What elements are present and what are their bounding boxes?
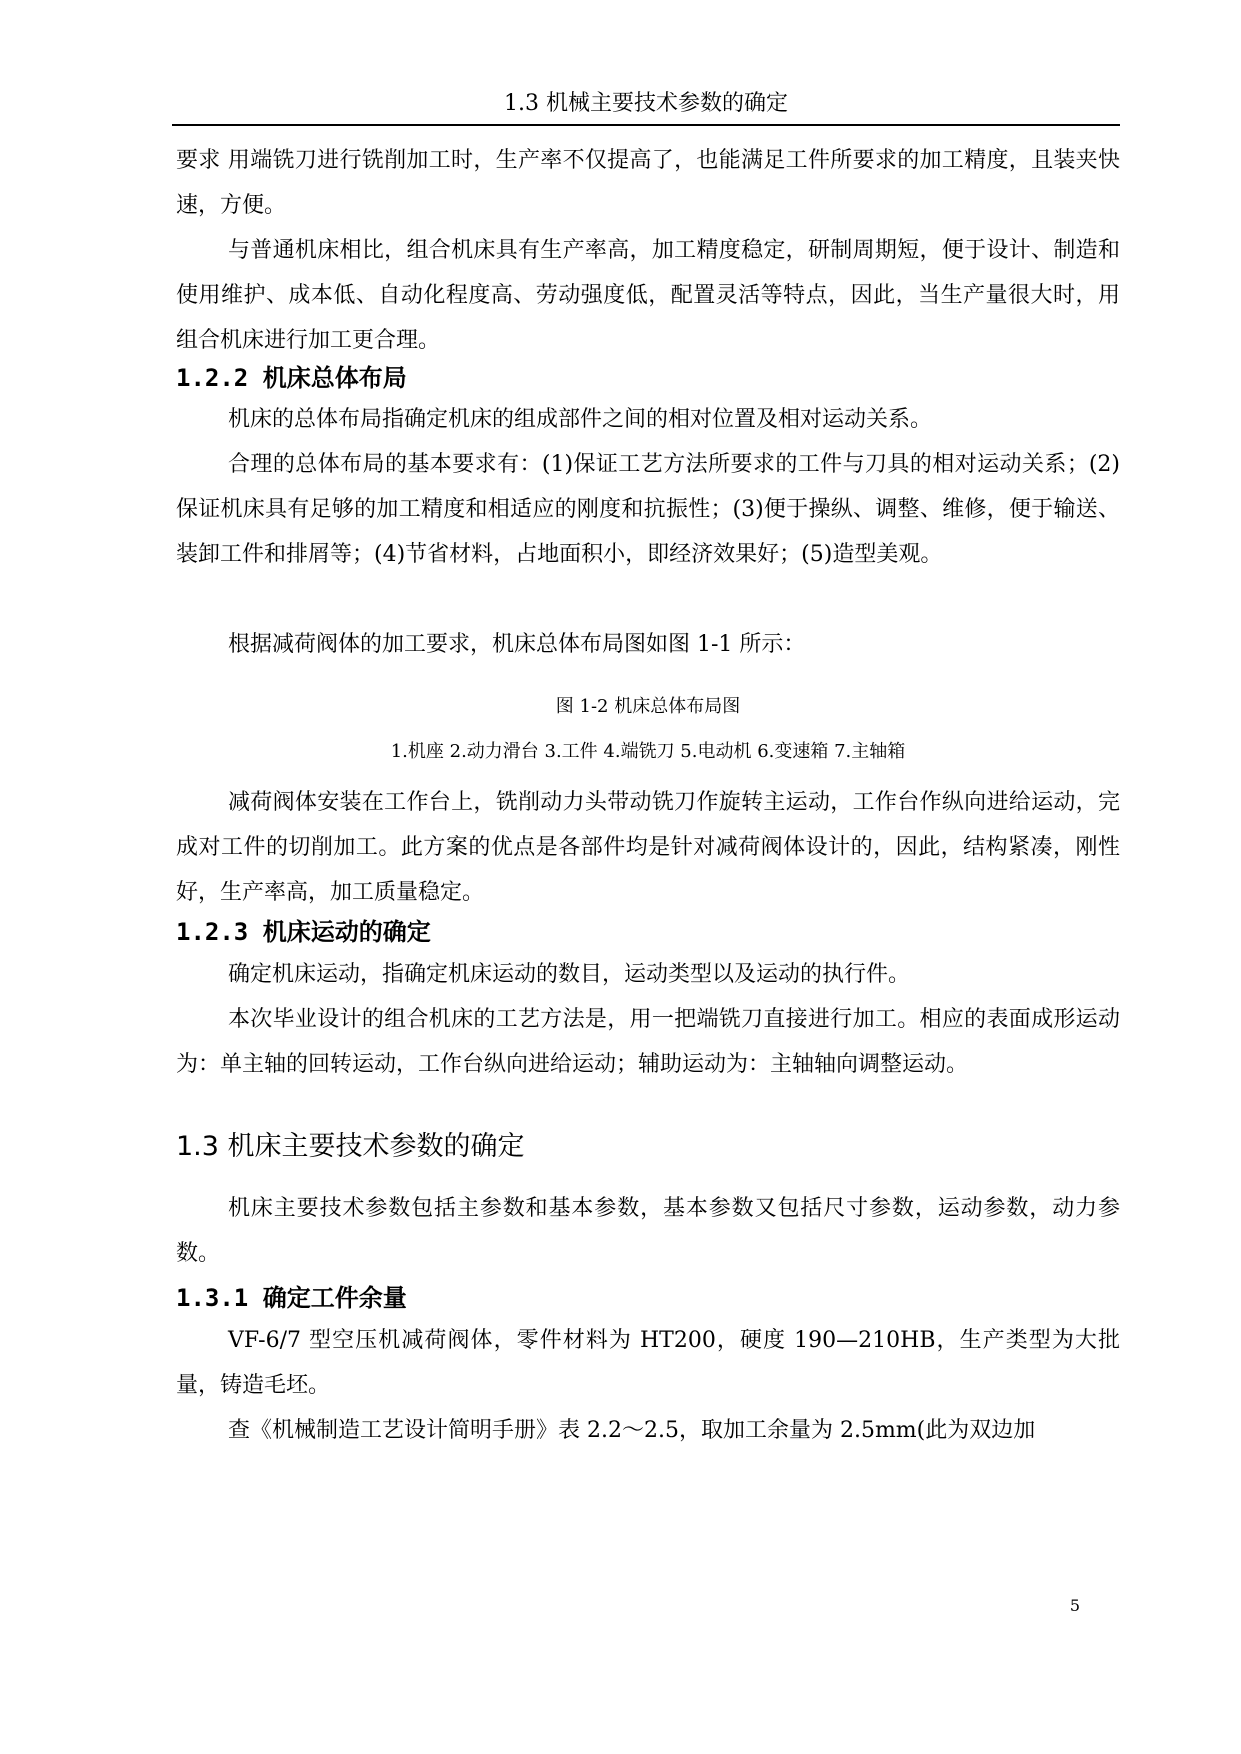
- paragraph-parameters: 机床主要技术参数包括主参数和基本参数，基本参数又包括尺寸参数，运动参数，动力参数。: [176, 1196, 1120, 1266]
- page-header: 1.3 机械主要技术参数的确定: [172, 84, 1120, 126]
- section-heading-1-2-2: 1.2.2 机床总体布局: [176, 364, 407, 392]
- section-heading-1-3-1: 1.3.1 确定工件余量: [176, 1284, 407, 1312]
- section-heading-1-2-3: 1.2.3 机床运动的确定: [176, 918, 431, 946]
- figure-caption: 图 1-2 机床总体布局图: [555, 696, 741, 717]
- section-heading-1-3: 1.3 机床主要技术参数的确定: [176, 1131, 525, 1162]
- paragraph-layout-figure-ref: 根据减荷阀体的加工要求，机床总体布局图如图 1-1 所示：: [228, 632, 806, 657]
- paragraph-layout-definition: 机床的总体布局指确定机床的组成部件之间的相对位置及相对运动关系。: [228, 407, 933, 432]
- figure-legend: 1.机座 2.动力滑台 3.工件 4.端铣刀 5.电动机 6.变速箱 7.主轴箱: [390, 741, 906, 762]
- paragraph-requirement: 要求 用端铣刀进行铣削加工时，生产率不仅提高了，也能满足工件所要求的加工精度，且装夹快速，方便。: [176, 148, 1120, 218]
- paragraph-allowance: 查《机械制造工艺设计简明手册》表 2.2～2.5，取加工余量为 2.5mm(此为双边加: [228, 1418, 1036, 1443]
- page-number: 5: [1069, 1596, 1080, 1615]
- paragraph-workpiece: VF-6/7 型空压机减荷阀体，零件材料为 HT200，硬度 190—210HB，生产类型为大批量，铸造毛坯。: [176, 1328, 1120, 1398]
- paragraph-layout-requirements: 合理的总体布局的基本要求有：(1)保证工艺方法所要求的工件与刀具的相对运动关系；(2)保证机床具有足够的加工精度和相适应的刚度和抗振性；(3)便于操纵、调整、维修，便于输送、装卸工件和排屑等；(4)节省材料，占地面积小，即经济效果好；(5)造型美观。: [176, 452, 1120, 567]
- paragraph-motion-definition: 确定机床运动，指确定机床运动的数目，运动类型以及运动的执行件。: [228, 962, 911, 987]
- paragraph-motion-details: 本次毕业设计的组合机床的工艺方法是，用一把端铣刀直接进行加工。相应的表面成形运动为：单主轴的回转运动，工作台纵向进给运动；辅助运动为：主轴轴向调整运动。: [176, 1007, 1120, 1077]
- paragraph-workflow: 减荷阀体安装在工作台上，铣削动力头带动铣刀作旋转主运动，工作台作纵向进给运动，完成对工件的切削加工。此方案的优点是各部件均是针对减荷阀体设计的，因此，结构紧凑，刚性好，生产率高，加工质量稳定。: [176, 790, 1120, 905]
- paragraph-comparison: 与普通机床相比，组合机床具有生产率高，加工精度稳定，研制周期短，便于设计、制造和使用维护、成本低、自动化程度高、劳动强度低，配置灵活等特点，因此，当生产量很大时，用组合机床进行加工更合理。: [176, 238, 1120, 353]
